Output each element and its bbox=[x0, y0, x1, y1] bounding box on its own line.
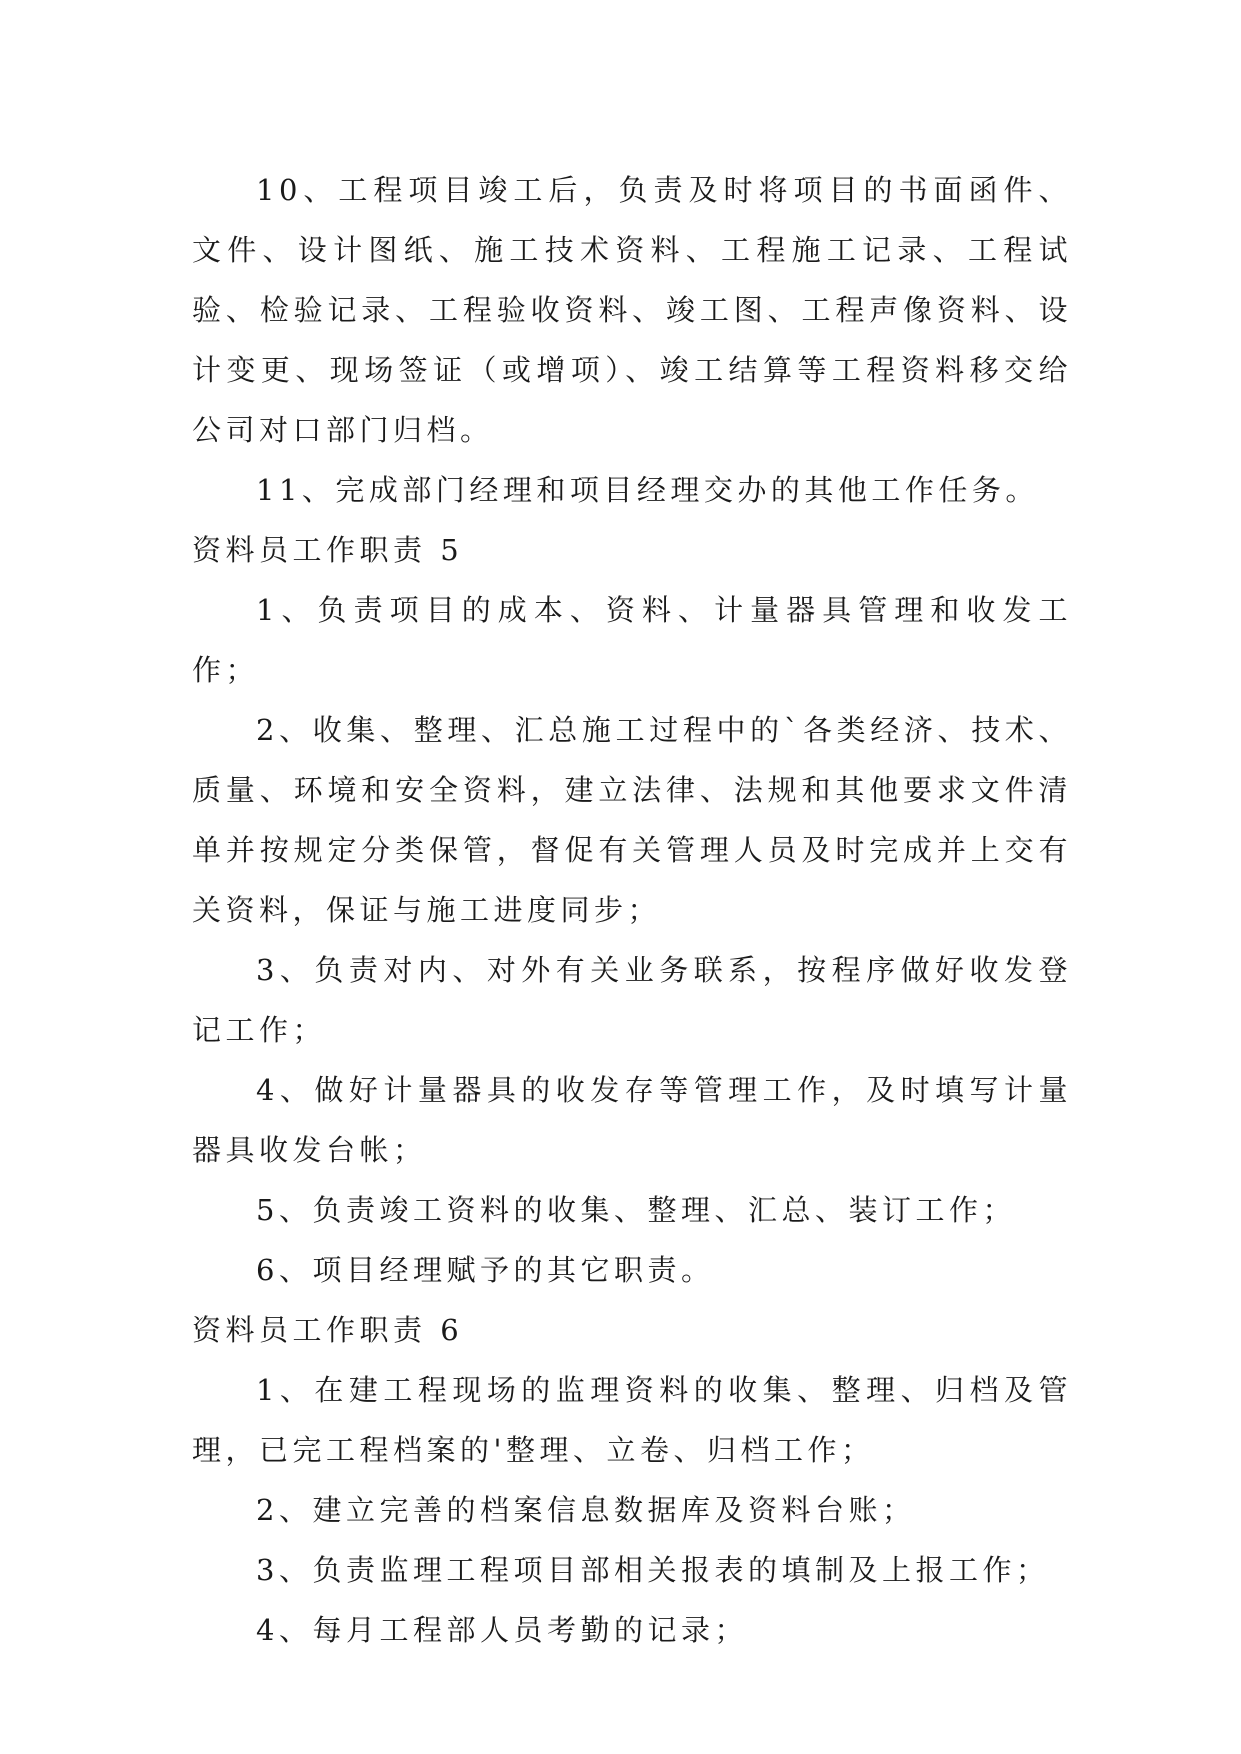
section-heading-6: 资料员工作职责 6 bbox=[192, 1313, 464, 1347]
document-body bbox=[192, 160, 1072, 1660]
paragraph-5-1: 1、负责项目的成本、资料、计量器具管理和收发工作； bbox=[192, 593, 1072, 687]
paragraph-11: 11、完成部门经理和项目经理交办的其他工作任务。 bbox=[256, 473, 1039, 507]
paragraph-5-2: 2、收集、整理、汇总施工过程中的`各类经济、技术、质量、环境和安全资料，建立法律、法规和其他要求文件清单并按规定分类保管，督促有关管理人员及时完成并上交有关资料，保证与施工进度同步； bbox=[192, 713, 1072, 927]
paragraph-5-4: 4、做好计量器具的收发存等管理工作，及时填写计量器具收发台帐； bbox=[192, 1073, 1072, 1167]
paragraph-6-1: 1、在建工程现场的监理资料的收集、整理、归档及管理，已完工程档案的'整理、立卷、归档工作； bbox=[192, 1373, 1072, 1467]
paragraph-6-2: 2、建立完善的档案信息数据库及资料台账； bbox=[256, 1493, 916, 1527]
paragraph-6-4: 4、每月工程部人员考勤的记录； bbox=[256, 1613, 748, 1647]
section-heading-5: 资料员工作职责 5 bbox=[192, 533, 464, 567]
paragraph-5-6: 6、项目经理赋予的其它职责。 bbox=[256, 1253, 715, 1287]
paragraph-5-3: 3、负责对内、对外有关业务联系，按程序做好收发登记工作； bbox=[192, 953, 1072, 1047]
paragraph-10: 10、工程项目竣工后，负责及时将项目的书面函件、文件、设计图纸、施工技术资料、工程施工记录、工程试验、检验记录、工程验收资料、竣工图、工程声像资料、设计变更、现场签证（或增项）、竣工结算等工程资料移交给公司对口部门归档。 bbox=[192, 173, 1072, 447]
paragraph-5-5: 5、负责竣工资料的收集、整理、汇总、装订工作； bbox=[256, 1193, 1016, 1227]
paragraph-6-3: 3、负责监理工程项目部相关报表的填制及上报工作； bbox=[256, 1553, 1050, 1587]
